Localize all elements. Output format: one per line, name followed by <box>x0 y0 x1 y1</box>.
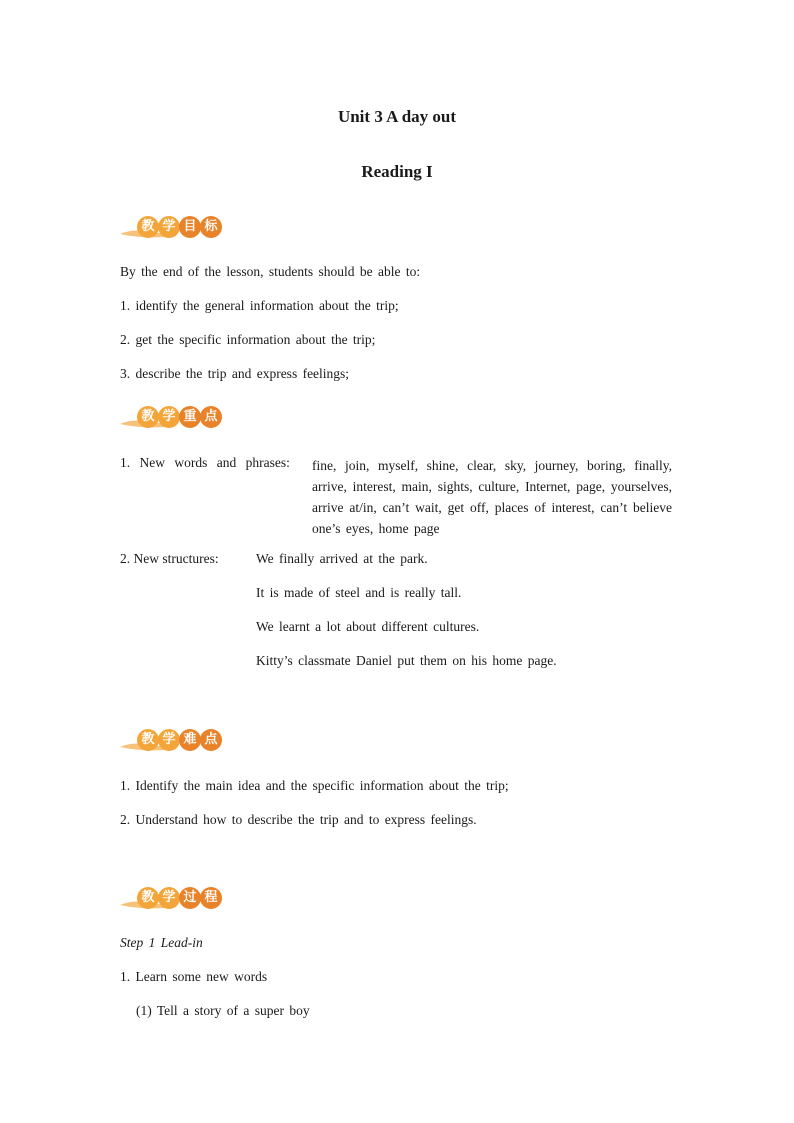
badge-char: 过 <box>179 887 201 909</box>
badge-char: 难 <box>179 729 201 751</box>
step-heading: Step 1 Lead-in <box>120 935 203 950</box>
page-title: Unit 3 A day out <box>337 107 457 126</box>
structures-label: 2. New structures: <box>120 551 219 566</box>
badge-char: 学 <box>158 216 180 238</box>
objectives-intro: By the end of the lesson, students should be able to: <box>120 264 421 279</box>
page-subtitle: Reading I <box>361 162 433 181</box>
key-points-badge <box>118 402 228 432</box>
process-subitem: (1) Tell a story of a super boy <box>136 1003 310 1018</box>
structure-item: It is made of steel and is really tall. <box>256 585 462 600</box>
badge-char: 教 <box>137 216 159 238</box>
objective-item: 1. identify the general information about the trip; <box>120 298 399 313</box>
difficult-item: 2. Understand how to describe the trip and to express feelings. <box>120 812 477 827</box>
badge-char: 学 <box>158 729 180 751</box>
badge-char: 目 <box>179 216 201 238</box>
objective-item: 2. get the specific information about the trip; <box>120 332 376 347</box>
badge-char: 学 <box>158 887 180 909</box>
structure-item: Kitty’s classmate Daniel put them on his home page. <box>256 653 557 668</box>
badge-char: 教 <box>137 406 159 428</box>
badge-char: 教 <box>137 887 159 909</box>
vocab-list: fine, join, myself, shine, clear, sky, journey, boring, finally, arrive, interest, main, sights, culture, Internet, page, yourselves, arrive at/in, can’t wait, get off, places of interest, can’t believe one’s eyes, home page <box>312 458 672 536</box>
badge-char: 点 <box>200 729 222 751</box>
process-item: 1. Learn some new words <box>120 969 268 984</box>
badge-char: 教 <box>137 729 159 751</box>
badge-char: 程 <box>200 887 222 909</box>
badge-char: 学 <box>158 406 180 428</box>
difficult-item: 1. Identify the main idea and the specific information about the trip; <box>120 778 509 793</box>
structure-item: We learnt a lot about different cultures. <box>256 619 480 634</box>
badge-char: 标 <box>200 216 222 238</box>
vocab-label: 1. New words and phrases: <box>120 455 290 470</box>
badge-char: 重 <box>179 406 201 428</box>
process-badge <box>118 883 228 913</box>
badge-char: 点 <box>200 406 222 428</box>
objectives-badge <box>118 212 228 242</box>
difficult-points-badge <box>118 725 228 755</box>
objective-item: 3. describe the trip and express feelings; <box>120 366 350 381</box>
structure-item: We finally arrived at the park. <box>256 551 428 566</box>
